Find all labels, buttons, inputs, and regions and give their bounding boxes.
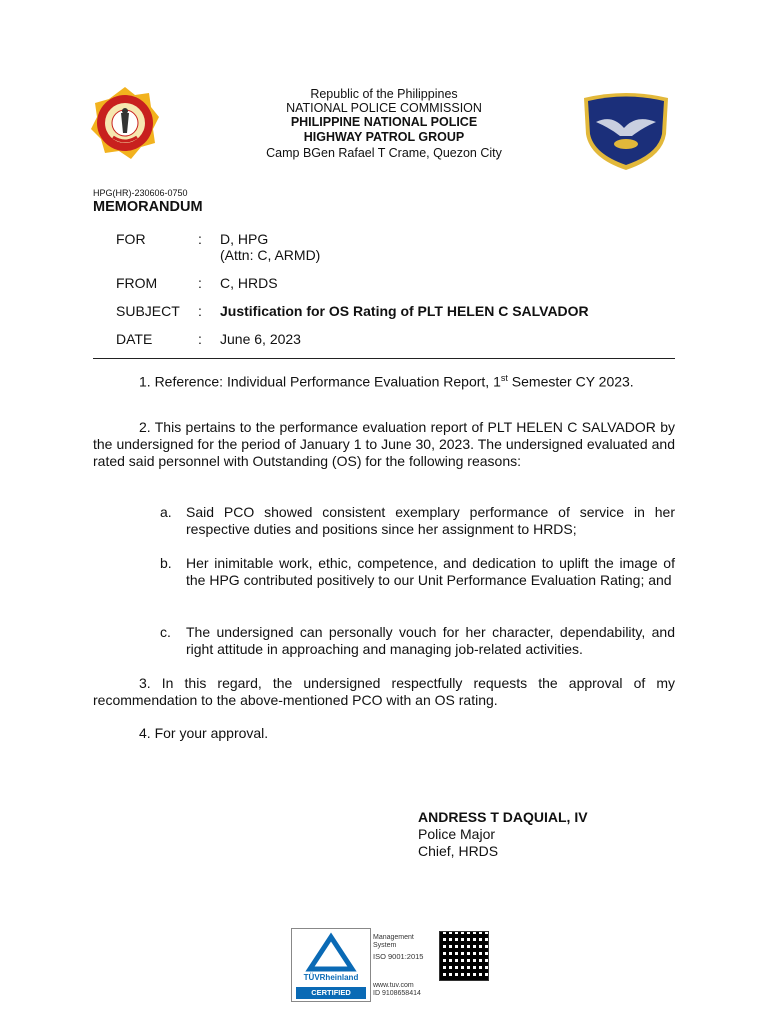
list-item-letter: a. (160, 504, 172, 520)
subject-value: Justification for OS Rating of PLT HELEN C SALVADOR (220, 303, 589, 319)
header-pnp: PHILIPPINE NATIONAL POLICE (290, 115, 478, 129)
for-label: FOR (116, 231, 146, 247)
memo-number: HPG(HR)-230606-0750 (93, 188, 188, 198)
header-napolcom: NATIONAL POLICE COMMISSION (286, 101, 482, 115)
signature-name (418, 809, 588, 826)
list-item-text: Her inimitable work, ethic, competence, and dedication to uplift the image of the HPG contributed positively to our Unit Performance Evaluation Rating; and (186, 555, 675, 588)
date-colon: : (198, 331, 202, 347)
list-item-letter: b. (160, 555, 172, 571)
list-item (160, 624, 675, 658)
header-address: Camp BGen Rafael T Crame, Quezon City (266, 146, 502, 160)
for-attn-value: (Attn: C, ARMD) (220, 247, 321, 263)
list-item (160, 504, 675, 538)
hpg-badge-icon (578, 92, 674, 172)
signatory-name: ANDRESS T DAQUIAL, IV (418, 809, 588, 825)
date-label: DATE (116, 331, 153, 347)
header-divider (93, 358, 675, 359)
date-value: June 6, 2023 (220, 331, 301, 347)
qr-code-icon (439, 931, 489, 981)
paragraph-4 (93, 725, 675, 742)
tuv-rheinland-logo (291, 928, 371, 1002)
paragraph-1-tail: Semester CY 2023. (507, 373, 634, 390)
paragraph-2-text: 2. This pertains to the performance evaluation report of PLT HELEN C SALVADOR by the undersigned for the period of January 1 to June 30, 2023. The undersigned evaluated and rated said personnel with Outstanding (OS) for the following reasons: (93, 419, 675, 469)
signature-rank: Police Major (418, 826, 496, 842)
header-hpg: HIGHWAY PATROL GROUP (303, 130, 465, 144)
list-item-text: The undersigned can personally vouch for her character, dependability, and right attitude in approaching and managing job-related activities. (186, 624, 675, 657)
paragraph-3 (93, 675, 675, 709)
tuv-brand: TÜVRheinland (303, 973, 359, 982)
signature-position: Chief, HRDS (418, 843, 499, 859)
paragraph-4-text: 4. For your approval. (139, 725, 269, 741)
cert-url: www.tuv.com (373, 982, 414, 989)
cert-id: ID 9108658414 (373, 990, 421, 997)
for-value: D, HPG (220, 231, 269, 247)
subject-label: SUBJECT (116, 303, 180, 319)
paragraph-1 (93, 370, 675, 391)
header-republic: Republic of the Philippines (310, 87, 458, 101)
paragraph-2 (93, 419, 675, 470)
paragraph-3-text: 3. In this regard, the undersigned respectfully requests the approval of my recommendation to the above-mentioned PCO with an OS rating. (93, 675, 675, 708)
certified-badge: CERTIFIED (311, 988, 351, 997)
from-colon: : (198, 275, 202, 291)
paragraph-1-text: 1. Reference: Individual Performance Evaluation Report, 1 (139, 373, 501, 390)
from-value: C, HRDS (220, 275, 278, 291)
from-label: FROM (116, 275, 158, 291)
subject-colon: : (198, 303, 202, 319)
cert-line-2: System (373, 942, 397, 949)
pnp-seal-icon (91, 87, 159, 159)
cert-iso: ISO 9001:2015 (373, 952, 424, 961)
paragraph-1-sup: st (500, 373, 508, 383)
iso-certification (291, 928, 491, 1000)
list-item-letter: c. (160, 624, 171, 640)
list-item-text: Said PCO showed consistent exemplary performance of service in her respective duties and positions since her assignment to HRDS; (186, 504, 675, 537)
memo-title: MEMORANDUM (93, 199, 203, 215)
list-item (160, 555, 675, 589)
cert-line-1: Management (373, 934, 414, 941)
for-colon: : (198, 231, 202, 247)
